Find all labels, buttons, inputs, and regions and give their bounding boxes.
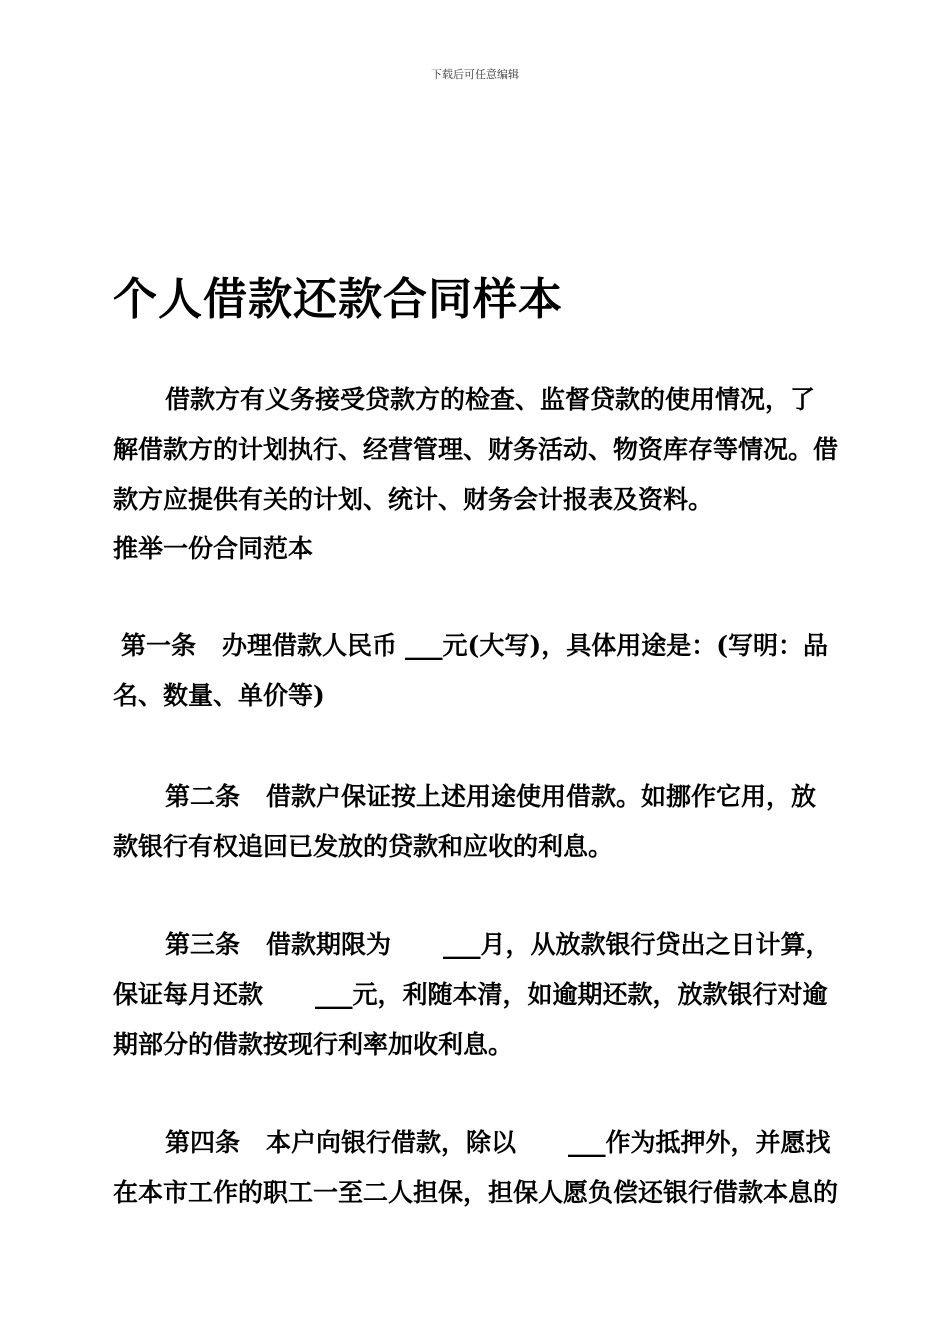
article-3-text-b: 月，从放款银行贷出之日计算，保证每月还款 <box>113 930 831 1009</box>
article-4-label: 第四条 <box>165 1128 241 1157</box>
article-4-text-b: 作为抵押外，并愿找在本市工作的职工一至二人担保，担保人愿负偿还银行借款本息的 <box>113 1128 839 1207</box>
article-2-label: 第二条 <box>165 782 241 811</box>
article-1-blank-amount: ___ <box>405 631 443 660</box>
recommend-line: 推举一份合同范本 <box>113 534 314 563</box>
article-1 <box>113 621 839 721</box>
article-4-text-a: 本户向银行借款，除以 <box>266 1128 517 1157</box>
article-3-text-c: 元，利随本清，如逾期还款，放款银行对逾期部分的借款按现行利率加收利息。 <box>113 980 828 1059</box>
article-1-label: 第一条 <box>121 631 197 660</box>
article-1-text-a: 办理借款人民币 <box>222 631 398 660</box>
article-3 <box>113 920 839 1070</box>
article-4 <box>113 1118 839 1218</box>
intro-paragraph: 借款方有义务接受贷款方的检查、监督贷款的使用情况，了解借款方的计划执行、经营管理、财务活动、物资库存等情况。借款方应提供有关的计划、统计、财务会计报表及资料。 <box>113 385 839 514</box>
article-2 <box>113 772 839 872</box>
article-3-label: 第三条 <box>165 930 241 959</box>
article-3-blank-months: ___ <box>443 930 481 959</box>
article-3-text-a: 借款期限为 <box>266 930 392 959</box>
article-3-blank-amount: ___ <box>315 980 353 1009</box>
document-title: 个人借款还款合同样本 <box>113 274 563 325</box>
article-4-blank-collateral: ___ <box>568 1128 606 1157</box>
page-header-note: 下载后可任意编辑 <box>431 68 519 81</box>
article-1-text-b: 元(大写)，具体用途是：(写明：品名、数量、单价等) <box>113 631 829 710</box>
article-2-text: 借款户保证按上述用途使用借款。如挪作它用，放款银行有权追回已发放的贷款和应收的利息。 <box>113 782 817 861</box>
